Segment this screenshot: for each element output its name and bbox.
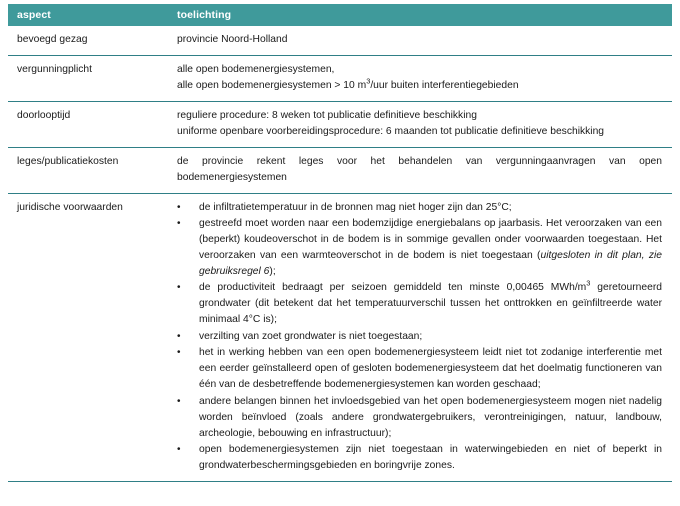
list-item-text (199, 280, 662, 328)
bullet-icon: • (177, 395, 181, 407)
text-line: uniforme openbare voorbereidingsprocedure: 6 maanden tot publicatie definitieve beschikking (177, 125, 605, 137)
bullet-icon: • (177, 443, 181, 455)
row-toelichting (168, 147, 672, 193)
table-body (8, 26, 672, 482)
list-item (168, 442, 662, 474)
bullet-icon: • (177, 218, 181, 230)
row-aspect-label: bevoegd gezag (17, 34, 88, 45)
table-row (8, 26, 672, 55)
list-item (168, 280, 662, 328)
spec-table-container (8, 4, 672, 482)
list-item (168, 200, 662, 216)
text-line: reguliere procedure: 8 weken tot publicatie definitieve beschikking (177, 109, 477, 121)
row-aspect-label: vergunningplicht (8, 55, 168, 101)
list-item (168, 394, 662, 442)
row-toelichting (168, 26, 672, 55)
bullet-icon: • (177, 347, 181, 359)
bullet-icon: • (177, 282, 181, 294)
text-line: alle open bodemenergiesystemen, (177, 63, 335, 75)
list-item-prefix: open bodemenergiesystemen zijn niet toegestaan in waterwingebieden en niet of beperkt in grondwaterbeschermingsgebieden en boringvrije zones. (199, 443, 662, 471)
row-toelichting-conditions (168, 193, 672, 482)
list-item-text (199, 329, 662, 345)
list-item-prefix: het in werking hebben van een open bodemenergiesysteem leidt niet tot zodanige interferentie met een eerder geïnstalleerd open of gesloten bodemenergiesysteem dat het doelmatig functioneren van één van de desbetreffende bodemenergiesystemen kan worden geschaad; (199, 347, 662, 391)
list-item (168, 216, 662, 280)
bullet-icon: • (177, 201, 181, 213)
list-item-prefix: gestreefd moet worden naar een bodemzijdige energiebalans op jaarbasis. Het veroorzaken van een (beperkt) koudeoverschot in de bodem is in sommige gevallen onder voorwaarden toegestaan. Het veroorzaken van een warmteoverschot in de bodem is niet toegestaan ( (199, 218, 662, 262)
list-item-prefix: verzilting van zoet grondwater is niet toegestaan; (199, 330, 423, 342)
text-line: alle open bodemenergiesystemen > 10 $m^3$/uur buiten interferentiegebieden (177, 76, 519, 91)
row-toelichting (168, 101, 672, 147)
list-item-text (199, 442, 662, 474)
list-item (168, 329, 662, 345)
table-row (8, 55, 672, 101)
list-item-prefix: de productiviteit bedraagt per seizoen gemiddeld ten minste 0,00465 MWh/$m^3$ geretourneerd grondwater (dit betekent dat het temperatuurverschil tussen het onttrokken en geïnfiltreerde water minimaal 4°C is); (199, 279, 662, 326)
column-header-aspect: aspect (8, 4, 168, 26)
list-item-prefix: de infiltratietemperatuur in de bronnen mag niet hoger zijn dan 25°C; (199, 201, 512, 213)
table-row (8, 147, 672, 193)
bullet-icon: • (177, 330, 181, 342)
list-item-text (199, 200, 662, 216)
column-header-toelichting: toelichting (168, 4, 672, 26)
table-header (8, 4, 672, 26)
row-aspect-label: juridische voorwaarden (8, 193, 168, 482)
list-item-text (199, 345, 662, 393)
text-line: provincie Noord-Holland (177, 34, 288, 45)
conditions-list (168, 200, 662, 474)
row-aspect-label: leges/publicatiekosten (8, 147, 168, 193)
row-aspect-label: doorlooptijd (8, 101, 168, 147)
table-row (8, 101, 672, 147)
list-item-prefix: andere belangen binnen het invloedsgebied van het open bodemenergiesysteem mogen niet nadelig worden beïnvloed (zoals andere grondwatergebruikers, verontreinigingen, natuur, landbouw, archeologie, bebouwing en infrastructuur); (199, 395, 662, 439)
list-item-text (199, 394, 662, 442)
row-toelichting (168, 55, 672, 101)
list-item-suffix: ); (269, 265, 276, 277)
list-item (168, 345, 662, 393)
table-header-row (8, 4, 672, 26)
table-row (8, 193, 672, 482)
text-paragraph: de provincie rekent leges voor het behandelen van vergunningaanvragen van open bodemenergiesystemen (177, 155, 662, 183)
bodemenergie-spec-table (8, 4, 672, 482)
list-item-italic: uitgesloten in dit plan, zie gebruiksregel 6 (199, 250, 662, 277)
list-item-text (199, 216, 662, 280)
